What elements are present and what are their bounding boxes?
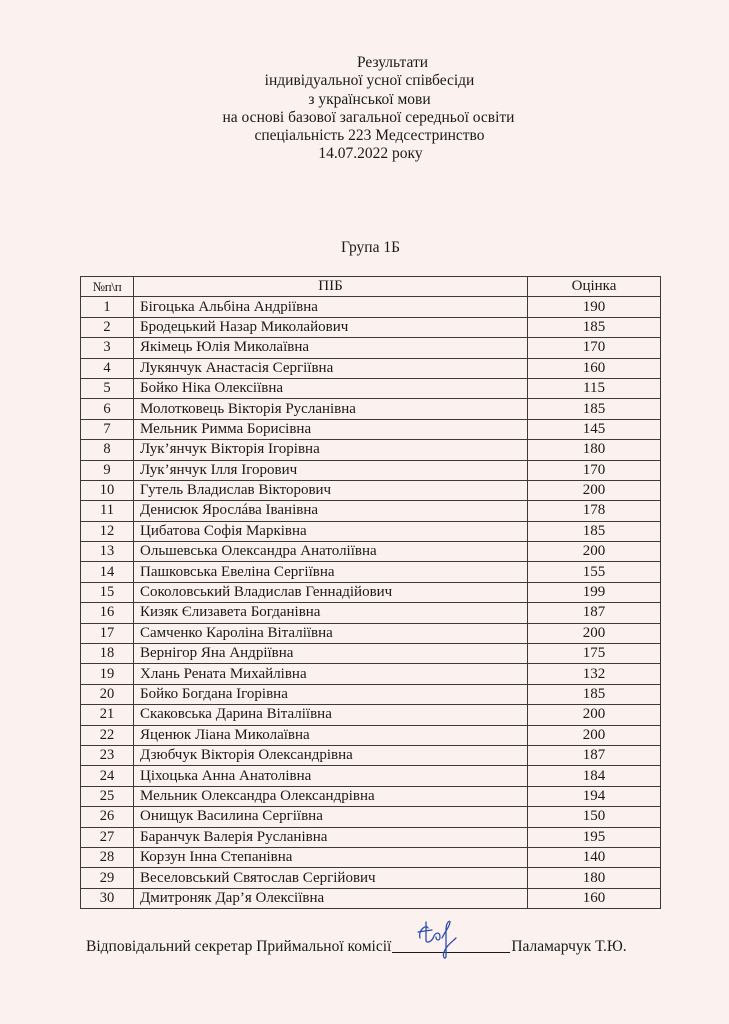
handwritten-signature-icon	[412, 920, 472, 960]
student-score: 199	[528, 582, 661, 602]
table-row	[81, 562, 661, 582]
title-line: з української мови	[308, 90, 431, 108]
table-body	[81, 297, 661, 909]
student-name: Самченко Кароліна Віталіївна	[134, 623, 528, 643]
student-score: 150	[528, 807, 661, 827]
student-name: Денисюк Ярослáва Іванівна	[134, 501, 528, 521]
row-number: 3	[81, 338, 134, 358]
document-title	[0, 54, 729, 164]
student-score: 200	[528, 623, 661, 643]
student-name: Лукянчук Анастасія Сергіївна	[134, 358, 528, 378]
row-number: 26	[81, 807, 134, 827]
student-name: Бойко Ніка Олексіївна	[134, 378, 528, 398]
table-row	[81, 705, 661, 725]
student-name: Мельник Римма Борисівна	[134, 419, 528, 439]
table-row	[81, 358, 661, 378]
row-number: 25	[81, 786, 134, 806]
title-line: Результати	[356, 54, 429, 71]
table-row	[81, 623, 661, 643]
student-score: 180	[528, 868, 661, 888]
student-name: Онищук Василина Сергіївна	[134, 807, 528, 827]
student-score: 187	[528, 603, 661, 623]
table-row	[81, 378, 661, 398]
student-name: Бродецький Назар Миколайович	[134, 317, 528, 337]
row-number: 11	[81, 501, 134, 521]
student-name: Якімець Юлія Миколаївна	[134, 338, 528, 358]
student-name: Цибатова Софія Марківна	[134, 521, 528, 541]
student-score: 200	[528, 705, 661, 725]
table-row	[81, 786, 661, 806]
row-number: 4	[81, 358, 134, 378]
row-number: 16	[81, 603, 134, 623]
row-number: 22	[81, 725, 134, 745]
row-number: 8	[81, 440, 134, 460]
column-header-score: Оцінка	[528, 277, 661, 297]
student-score: 194	[528, 786, 661, 806]
student-name: Мельник Олександра Олександрівна	[134, 786, 528, 806]
title-line: спеціальність 223 Медсестринство	[254, 127, 485, 145]
student-name: Кизяк Єлизавета Богданівна	[134, 603, 528, 623]
row-number: 6	[81, 399, 134, 419]
student-name: Веселовський Святослав Сергійович	[134, 868, 528, 888]
row-number: 14	[81, 562, 134, 582]
table-row	[81, 807, 661, 827]
student-score: 170	[528, 338, 661, 358]
student-score: 160	[528, 358, 661, 378]
table-row	[81, 317, 661, 337]
student-name: Хлань Рената Михайлівна	[134, 664, 528, 684]
student-score: 115	[528, 378, 661, 398]
student-name: Ольшевська Олександра Анатоліївна	[134, 542, 528, 562]
student-score: 200	[528, 480, 661, 500]
student-name: Лук’янчук Вікторія Ігорівна	[134, 440, 528, 460]
student-score: 178	[528, 501, 661, 521]
row-number: 18	[81, 644, 134, 664]
table-row	[81, 338, 661, 358]
row-number: 19	[81, 664, 134, 684]
table-row	[81, 521, 661, 541]
table-row	[81, 745, 661, 765]
row-number: 12	[81, 521, 134, 541]
table-row	[81, 644, 661, 664]
student-name: Дзюбчук Вікторія Олександрівна	[134, 745, 528, 765]
group-title: Група 1Б	[341, 239, 400, 256]
table-row	[81, 603, 661, 623]
row-number: 20	[81, 684, 134, 704]
table-row	[81, 419, 661, 439]
student-score: 175	[528, 644, 661, 664]
table-row	[81, 888, 661, 908]
table-row	[81, 297, 661, 317]
student-score: 195	[528, 827, 661, 847]
student-name: Корзун Інна Степанівна	[134, 847, 528, 867]
table-row	[81, 766, 661, 786]
student-score: 190	[528, 297, 661, 317]
table-row	[81, 684, 661, 704]
table-row	[81, 542, 661, 562]
signature-line	[392, 934, 510, 953]
student-score: 185	[528, 399, 661, 419]
table-row	[81, 501, 661, 521]
row-number: 27	[81, 827, 134, 847]
student-name: Бойко Богдана Ігорівна	[134, 684, 528, 704]
column-header-name: ПІБ	[134, 277, 528, 297]
table-row	[81, 847, 661, 867]
signer-name: Паламарчук Т.Ю.	[511, 938, 627, 955]
student-name: Ціхоцька Анна Анатолівна	[134, 766, 528, 786]
student-name: Скаковська Дарина Віталіївна	[134, 705, 528, 725]
results-table	[80, 276, 661, 909]
table-row	[81, 827, 661, 847]
row-number: 13	[81, 542, 134, 562]
row-number: 7	[81, 419, 134, 439]
student-name: Вернігор Яна Андріївна	[134, 644, 528, 664]
row-number: 5	[81, 378, 134, 398]
signer-position: Відповідальний секретар Приймальної комісії	[86, 938, 392, 955]
student-name: Соколовський Владислав Геннадійович	[134, 582, 528, 602]
student-score: 160	[528, 888, 661, 908]
table-row	[81, 664, 661, 684]
row-number: 28	[81, 847, 134, 867]
student-score: 184	[528, 766, 661, 786]
student-name: Бігоцька Альбіна Андріївна	[134, 297, 528, 317]
student-score: 145	[528, 419, 661, 439]
row-number: 10	[81, 480, 134, 500]
row-number: 17	[81, 623, 134, 643]
row-number: 1	[81, 297, 134, 317]
title-date: 14.07.2022 року	[318, 145, 423, 163]
title-line: на основі базової загальної середньої освіти	[222, 108, 515, 126]
student-score: 185	[528, 317, 661, 337]
student-score: 132	[528, 664, 661, 684]
table-row	[81, 399, 661, 419]
student-score: 155	[528, 562, 661, 582]
student-score: 185	[528, 521, 661, 541]
table-row	[81, 868, 661, 888]
student-score: 170	[528, 460, 661, 480]
student-score: 187	[528, 745, 661, 765]
signature-block	[86, 934, 627, 956]
row-number: 23	[81, 745, 134, 765]
student-name: Пашковська Евеліна Сергіївна	[134, 562, 528, 582]
student-score: 185	[528, 684, 661, 704]
row-number: 9	[81, 460, 134, 480]
student-score: 200	[528, 725, 661, 745]
table-header-row	[81, 277, 661, 297]
student-name: Дмитроняк Дар’я Олексіївна	[134, 888, 528, 908]
student-score: 140	[528, 847, 661, 867]
row-number: 29	[81, 868, 134, 888]
table-row	[81, 725, 661, 745]
student-name: Яценюк Ліана Миколаївна	[134, 725, 528, 745]
table-row	[81, 480, 661, 500]
row-number: 24	[81, 766, 134, 786]
student-name: Лук’янчук Ілля Ігорович	[134, 460, 528, 480]
row-number: 2	[81, 317, 134, 337]
title-line: індивідуальної усної співбесіди	[264, 72, 475, 90]
student-score: 180	[528, 440, 661, 460]
table-row	[81, 582, 661, 602]
column-header-number: №п\п	[81, 277, 134, 297]
row-number: 30	[81, 888, 134, 908]
student-name: Гутель Владислав Вікторович	[134, 480, 528, 500]
student-score: 200	[528, 542, 661, 562]
student-name: Молотковець Вікторія Русланівна	[134, 399, 528, 419]
student-name: Баранчук Валерія Русланівна	[134, 827, 528, 847]
row-number: 15	[81, 582, 134, 602]
row-number: 21	[81, 705, 134, 725]
table-row	[81, 440, 661, 460]
table-row	[81, 460, 661, 480]
